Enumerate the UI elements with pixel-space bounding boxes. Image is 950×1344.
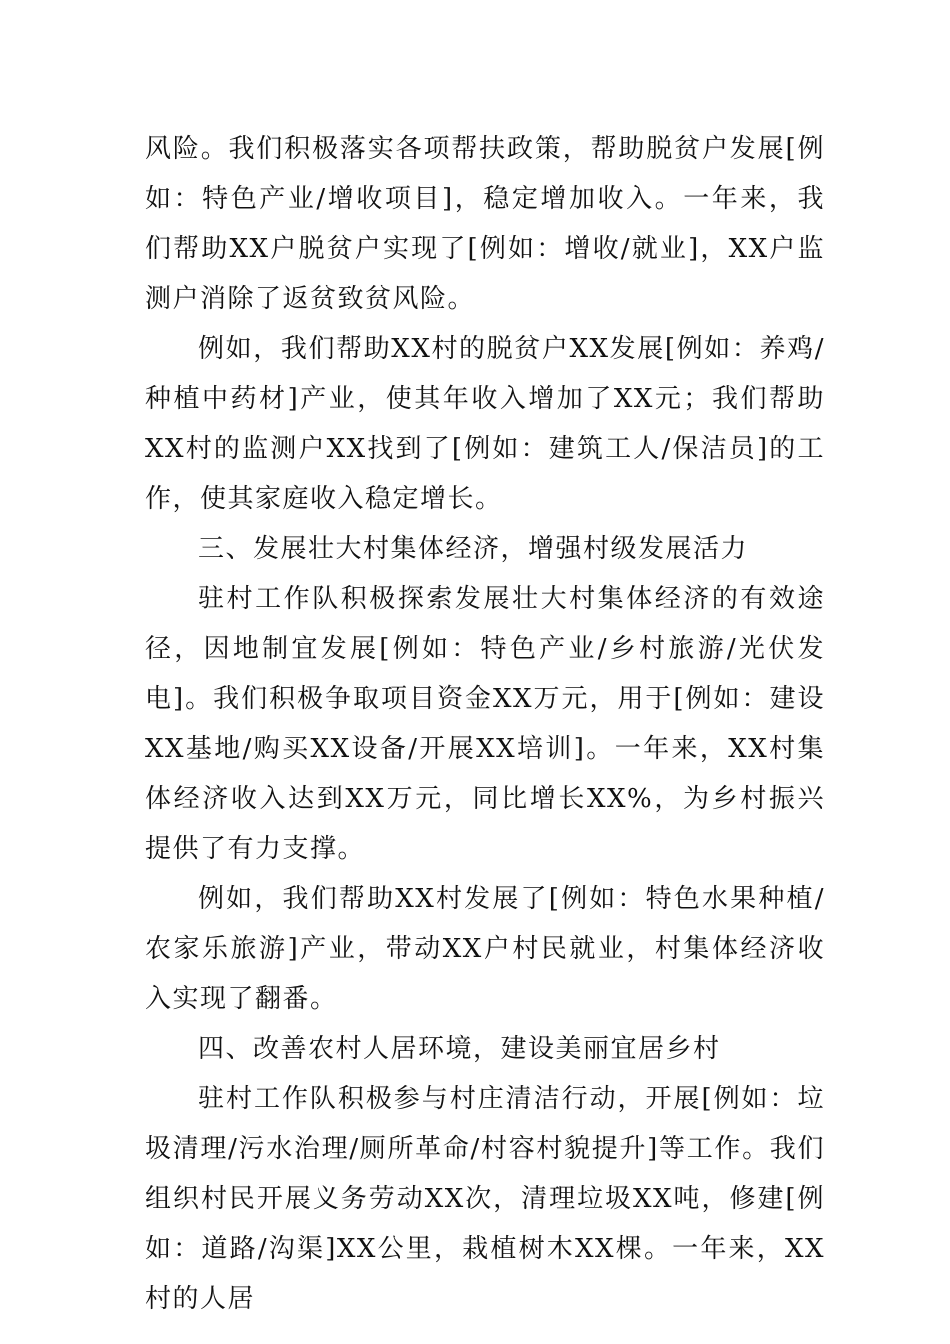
paragraph-poverty-support-continued: 风险。我们积极落实各项帮扶政策，帮助脱贫户发展[例如：特色产业/增收项目]，稳定增加收入。一年来，我们帮助XX户脱贫户实现了[例如：增收/就业]，XX户监测户消除了返贫致贫风险。	[145, 134, 825, 314]
section-heading-collective-economy: 三、发展壮大村集体经济，增强村级发展活力	[198, 534, 749, 564]
document-body	[145, 124, 825, 1324]
section-heading-living-environment: 四、改善农村人居环境，建设美丽宜居乡村	[198, 1034, 721, 1064]
paragraph-collective-economy-example: 例如，我们帮助XX村发展了[例如：特色水果种植/农家乐旅游]产业，带动XX户村民就业，村集体经济收入实现了翻番。	[145, 884, 825, 1014]
paragraph-collective-economy: 驻村工作队积极探索发展壮大村集体经济的有效途径，因地制宜发展[例如：特色产业/乡村旅游/光伏发电]。我们积极争取项目资金XX万元，用于[例如：建设XX基地/购买XX设备/开展XX培训]。一年来，XX村集体经济收入达到XX万元，同比增长XX%，为乡村振兴提供了有力支撑。	[145, 584, 825, 864]
paragraph-living-environment: 驻村工作队积极参与村庄清洁行动，开展[例如：垃圾清理/污水治理/厕所革命/村容村貌提升]等工作。我们组织村民开展义务劳动XX次，清理垃圾XX吨，修建[例如：道路/沟渠]XX公里，栽植树木XX棵。一年来，XX村的人居	[145, 1084, 825, 1314]
paragraph-poverty-example: 例如，我们帮助XX村的脱贫户XX发展[例如：养鸡/种植中药材]产业，使其年收入增加了XX元；我们帮助XX村的监测户XX找到了[例如：建筑工人/保洁员]的工作，使其家庭收入稳定增长。	[145, 334, 825, 514]
